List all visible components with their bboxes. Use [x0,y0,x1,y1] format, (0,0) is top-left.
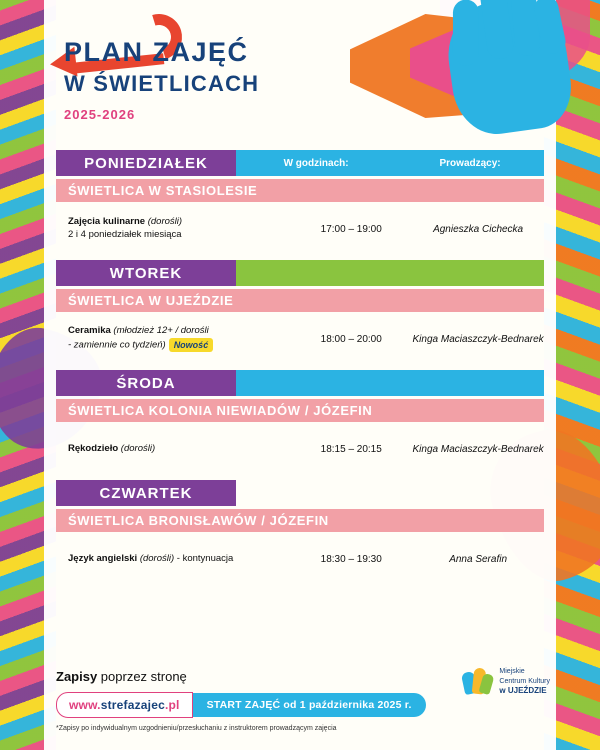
table-row [56,212,544,246]
day-name-thursday: CZWARTEK [56,480,236,506]
badge-new: Nowość [169,338,214,352]
day-block-tuesday [56,260,544,364]
day-header-wednesday [56,370,544,396]
course-cell [56,216,290,242]
course-title: Ceramika [68,325,111,337]
course-sub: - zamiennie co tydzień) [68,339,166,351]
logo-line-2: Centrum Kultury [499,677,550,685]
course-title: Zajęcia kulinarne [68,216,146,228]
time-cell: 18:00 – 20:00 [320,333,382,345]
table-row [56,432,544,466]
signup-bold: Zapisy [56,669,98,684]
teacher-cell: Agnieszka Cichecka [433,223,524,235]
day-block-thursday [56,480,544,584]
course-sub: 2 i 4 poniedziałek miesiąca [68,229,182,240]
column-headers [236,150,544,176]
rows-wednesday [56,422,544,474]
time-cell: 18:30 – 19:30 [320,553,382,565]
venue-wednesday: ŚWIETLICA KOLONIA NIEWIADÓW / JÓZEFIN [56,399,544,422]
course-note: (dorośli) [120,442,156,454]
course-title: Język angielski [68,552,138,564]
start-date-badge: START ZAJĘĆ od 1 października 2025 r. [193,693,426,717]
course-title: Rękodzieło [68,442,119,454]
column-header-teacher: Prowadzący: [439,157,501,169]
title-years: 2025-2026 [64,107,136,123]
title-line-2: W ŚWIETLICACH [64,70,260,96]
rows-thursday [56,532,544,584]
course-note: (dorośli) [139,552,175,564]
day-bar-tuesday [236,260,544,286]
organization-logo [461,666,550,698]
title-line-1: PLAN ZAJĘĆ [64,37,249,67]
column-header-time: W godzinach: [283,157,349,169]
table-row [56,322,544,356]
teacher-cell: Kinga Maciaszczyk-Bednarek [412,333,544,345]
url-main: strefazajec [100,698,165,712]
rows-monday [56,202,544,254]
website-url-button[interactable] [56,692,193,718]
logo-line-1: Miejskie [499,668,525,676]
time-cell: 17:00 – 19:00 [320,223,382,235]
url-suffix: .pl [164,698,180,712]
time-cell: 18:15 – 20:15 [320,443,382,455]
day-header-thursday [56,480,544,506]
day-block-wednesday [56,370,544,474]
schedule-table [56,150,544,590]
course-note: (młodzież 12+ / dorośli [113,325,209,337]
teacher-cell: Kinga Maciaszczyk-Bednarek [412,443,544,455]
teacher-cell: Anna Serafin [449,553,508,565]
day-name-tuesday: WTOREK [56,260,236,286]
day-bar-thursday [236,480,544,506]
course-sub: - kontynuacja [176,552,234,564]
course-note: (dorośli) [147,216,183,228]
venue-tuesday: ŚWIETLICA W UJEŹDZIE [56,289,544,312]
course-cell [56,553,290,566]
day-header-tuesday [56,260,544,286]
course-cell [56,443,290,456]
footnote: *Zapisy po indywidualnym uzgodnieniu/przesłuchaniu z instruktorem prowadzącym zajęcia [56,725,337,732]
url-prefix: www. [69,698,101,712]
logo-line-3: w UJEŹDZIE [499,686,547,696]
venue-thursday: ŚWIETLICA BRONISŁAWÓW / JÓZEFIN [56,509,544,532]
venue-monday: ŚWIETLICA W STASIOLESIE [56,179,544,202]
page-title [64,38,259,122]
day-header-monday [56,150,544,176]
megaphone-hand-illustration [344,0,564,150]
course-cell [56,325,290,352]
footer [56,669,550,732]
rows-tuesday [56,312,544,364]
signup-rest: poprzez stronę [97,669,187,684]
logo-mark-icon [461,666,493,698]
day-block-monday [56,150,544,254]
day-name-monday: PONIEDZIAŁEK [56,150,236,176]
day-bar-wednesday [236,370,544,396]
table-row [56,542,544,576]
day-name-wednesday: ŚRODA [56,370,236,396]
logo-text [499,667,550,697]
